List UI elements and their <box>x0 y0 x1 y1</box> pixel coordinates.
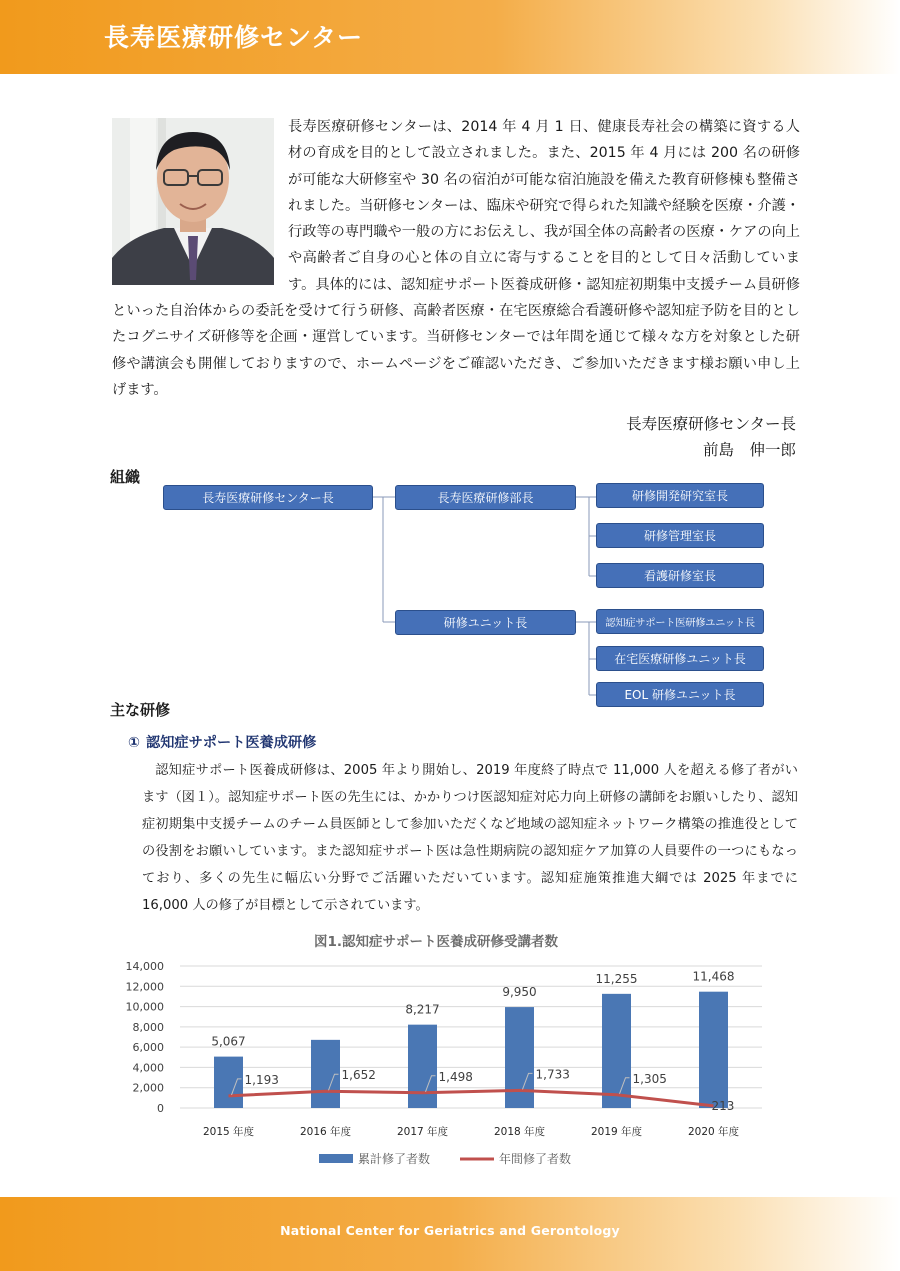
x-tick-label: 2017 年度 <box>396 1126 449 1138</box>
org-box-department-2: 研修ユニット長 <box>395 610 576 635</box>
line-value-label: 1,733 <box>535 1067 570 1082</box>
y-tick-label: 14,000 <box>125 960 164 973</box>
training-heading: 主な研修 <box>110 701 171 719</box>
bar-line-chart <box>100 922 800 1172</box>
y-tick-label: 2,000 <box>132 1081 164 1095</box>
organization-heading: 組織 <box>110 468 141 486</box>
y-tick-label: 8,000 <box>132 1020 164 1034</box>
y-tick-label: 0 <box>157 1102 164 1115</box>
x-tick-label: 2018 年度 <box>493 1126 546 1138</box>
intro-text-block <box>112 114 800 403</box>
org-box-unit-1-3: 看護研修室長 <box>596 563 764 588</box>
line-value-label: 213 <box>711 1098 735 1113</box>
legend-label-bar: 累計修了者数 <box>358 1152 431 1166</box>
bar <box>214 1057 243 1108</box>
line-series <box>229 1090 714 1105</box>
training-paragraph: 認知症サポート医養成研修は、2005 年より開始し、2019 年度終了時点で 11,000 人を超える修了者がいます（図１）。認知症サポート医の先生には、かかりつけ医認知症対応力向上研修の講師をお願いしたり、認知症初期集中支援チームのチーム員医師として参加いただくなど地域の認知症ネットワーク構築の推進役としての役割をお願いしています。また認知症サポート医は急性期病院の認知症ケア加算の人員要件の一つにもなっており、多くの先生に幅広い分野でご活躍いただいています。認知症施策推進大綱では 2025 年までに 16,000 人の修了が目標として示されています。 <box>142 763 798 913</box>
legend-label-line: 年間修了者数 <box>499 1152 572 1166</box>
bar-value-label: 9,950 <box>502 985 537 1000</box>
bar <box>699 992 728 1108</box>
training-item-number: ① <box>128 735 141 751</box>
line-value-label: 1,305 <box>632 1071 667 1086</box>
y-tick-label: 12,000 <box>125 980 164 994</box>
org-box-unit-2-2: 在宅医療研修ユニット長 <box>596 646 764 671</box>
org-box-department-1: 長寿医療研修部長 <box>395 485 576 510</box>
signature-name: 前島 伸一郎 <box>702 441 796 459</box>
org-box-unit-1-1: 研修開発研究室長 <box>596 483 764 508</box>
bar <box>408 1025 437 1108</box>
bar <box>602 994 631 1108</box>
org-box-director: 長寿医療研修センター長 <box>163 485 373 510</box>
chart-title: 図1.認知症サポート医養成研修受講者数 <box>313 934 559 950</box>
legend-swatch-bar <box>319 1154 353 1163</box>
bar <box>505 1007 534 1108</box>
org-box-unit-2-3: EOL 研修ユニット長 <box>596 682 764 707</box>
org-box-unit-2-1: 認知症サポート医研修ユニット長 <box>596 609 764 634</box>
footer-band <box>0 1197 900 1271</box>
y-tick-label: 4,000 <box>132 1061 164 1075</box>
x-tick-label: 2016 年度 <box>299 1126 352 1138</box>
y-tick-label: 10,000 <box>125 1000 164 1014</box>
line-value-label: 1,498 <box>438 1069 473 1084</box>
page-title: 長寿医療研修センター <box>104 23 364 52</box>
bar-value-label: 11,255 <box>595 971 638 986</box>
x-tick-label: 2015 年度 <box>202 1126 255 1138</box>
signature-title: 長寿医療研修センター長 <box>626 415 796 433</box>
bar-value-label: 11,468 <box>692 969 735 984</box>
y-tick-label: 6,000 <box>132 1041 164 1055</box>
bar-value-label: 5,067 <box>211 1034 246 1049</box>
org-box-unit-1-2: 研修管理室長 <box>596 523 764 548</box>
header-band <box>0 0 900 74</box>
intro-paragraph: 長寿医療研修センターは、2014 年 4 月 1 日、健康長寿社会の構築に資する人材の育成を目的として設立されました。また、2015 年 4 月には 200 名の研修が可能な大研修室や 30 名の宿泊が可能な宿泊施設を備えた教育研修棟も整備されました。当研修センターは、臨床や研究で得られた知識や経験を医療・介護・行政等の専門職や一般の方にお伝えし、我が国全体の高齢者の医療・ケアの向上や高齢者ご自身の心と体の自立に寄与することを目的として日々活動しています。具体的には、認知症サポート医養成研修・認知症初期集中支援チーム員研修といった自治体からの委託を受けて行う研修、高齢者医療・在宅医療総合看護研修や認知症予防を目的としたコグニサイズ研修等を企画・運営しています。当研修センターでは年間を通じて様々な方を対象とした研修や講演会も開催しておりますので、ホームページをご確認いただき、ご参加いただきます様お願い申し上げます。 <box>112 119 800 398</box>
training-item-title: 認知症サポート医養成研修 <box>146 735 317 751</box>
x-tick-label: 2020 年度 <box>687 1126 740 1138</box>
line-value-label: 1,652 <box>341 1068 376 1083</box>
line-value-label: 1,193 <box>244 1072 279 1087</box>
x-tick-label: 2019 年度 <box>590 1126 643 1138</box>
footer-organization-name: National Center for Geriatrics and Gerontology <box>280 1223 620 1238</box>
training-item-heading <box>128 732 316 752</box>
bar-value-label: 8,217 <box>405 1002 440 1017</box>
